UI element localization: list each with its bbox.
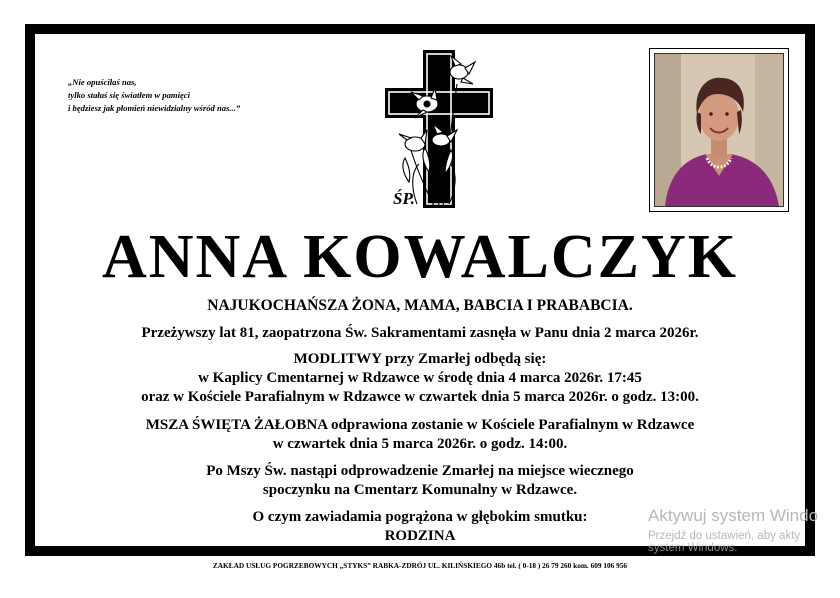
quote-line: tylko stałaś się światłem w pamięci [68, 90, 190, 100]
sp-label: ŚP. [393, 189, 415, 208]
closing-line: O czym zawiadamia pogrążona w głębokim smutku: [252, 509, 588, 525]
watermark-line: system Windows. [648, 542, 738, 554]
prayers-heading: MODLITWY przy Zmarłej odbędą się: [293, 351, 547, 367]
portrait-photo [654, 53, 784, 207]
funeral-home-footer: ZAKŁAD USŁUG POGRZEBOWYCH „STYKS” RABKA-ZDRÓJ UL. KILIŃSKIEGO 46b tel. ( 0-18 ) 26 79 260 kom. 609 106 956 [212, 561, 628, 570]
prayers-chapel-line: w Kaplicy Cmentarnej w Rdzawce w środę dnia 4 marca 2026r. 17:45 [198, 370, 642, 386]
prayers-church-line: oraz w Kościele Parafialnym w Rdzawce w czwartek dnia 5 marca 2026r. o godz. 13:00. [141, 389, 699, 405]
burial-line: Po Mszy Św. nastąpi odprowadzenie Zmarłej na miejsce wiecznego [206, 463, 634, 479]
age-line: Przeżywszy lat 81, zaopatrzona Św. Sakramentami zasnęła w Panu dnia 2 marca 2026r. [141, 325, 699, 341]
watermark-title: Aktywuj system Windo [648, 506, 819, 525]
portrait-photo-frame [649, 48, 789, 212]
obituary-frame [25, 24, 815, 556]
family-signature: RODZINA [384, 528, 456, 544]
windows-activation-watermark [648, 506, 818, 554]
watermark-line: Przejdź do ustawień, aby akty [648, 530, 801, 542]
deceased-name: ANNA KOWALCZYK [101, 223, 738, 291]
quote-line: i będziesz jak płomień niewidzialny wśród nas...” [68, 103, 241, 113]
cross-with-lilies-icon [379, 44, 499, 214]
mass-line: MSZA ŚWIĘTA ŻAŁOBNA odprawiona zostanie w Kościele Parafialnym w Rdzawce [145, 417, 695, 433]
quote-line: „Nie opuściłaś nas, [68, 77, 137, 87]
epitaph-quote [68, 76, 328, 115]
family-roles: NAJUKOCHAŃSZA ŻONA, MAMA, BABCIA I PRABABCIA. [207, 297, 633, 314]
mass-time-line: w czwartek dnia 5 marca 2026r. o godz. 14:00. [272, 436, 568, 452]
burial-place-line: spoczynku na Cmentarz Komunalny w Rdzawce. [262, 482, 578, 498]
